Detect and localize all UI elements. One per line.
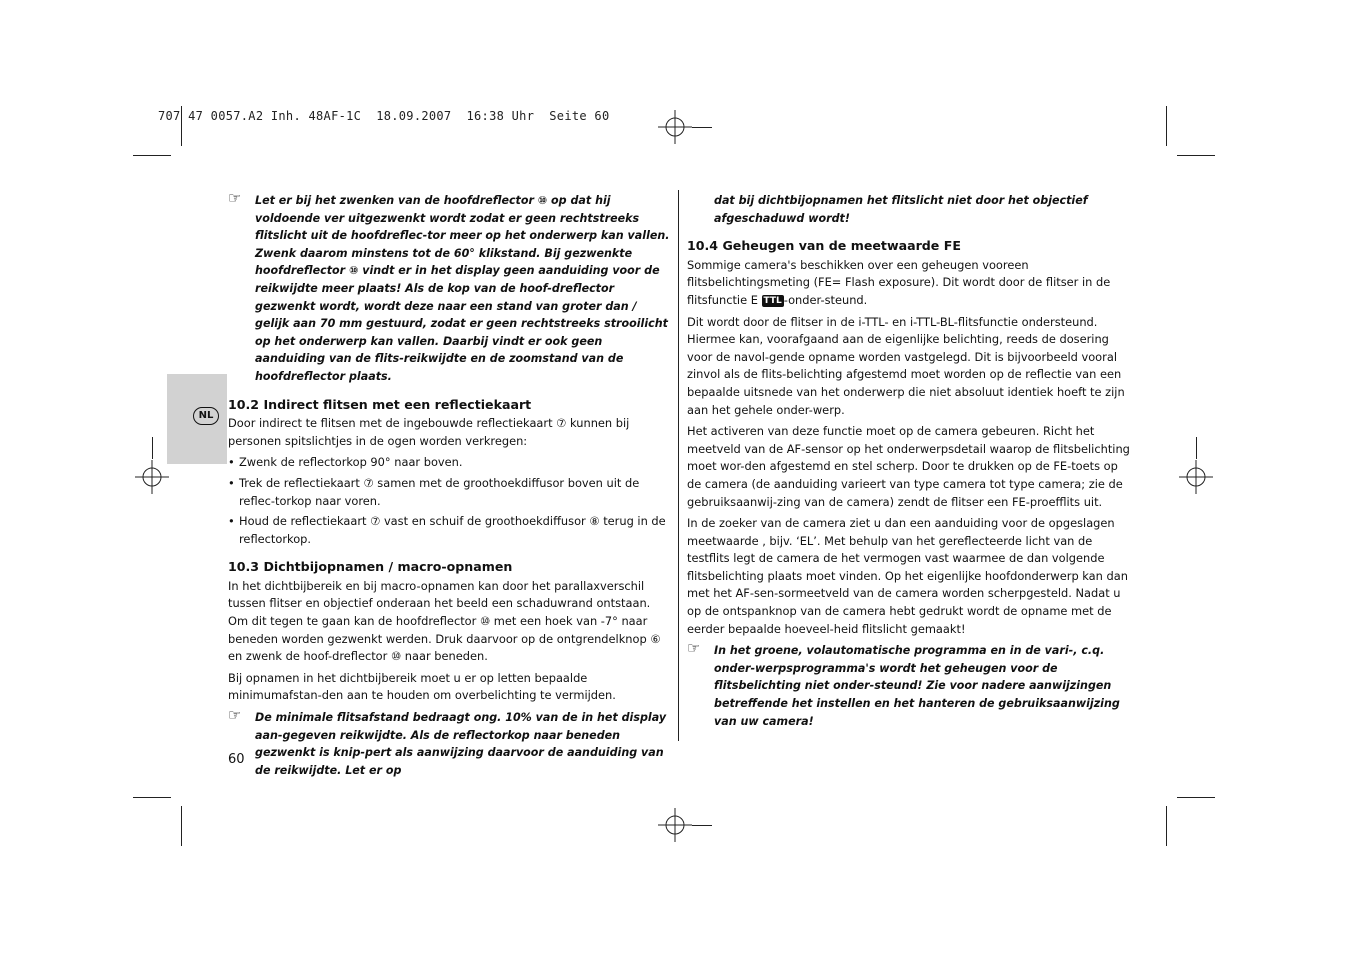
note-block-continued — [687, 192, 1132, 227]
crop-mark-br-vertical — [1166, 806, 1167, 846]
crop-mark-br-horizontal — [1177, 797, 1215, 798]
paragraph-text: -onder-steund. — [783, 292, 868, 307]
pointing-hand-icon: ☞ — [687, 639, 701, 658]
paragraph: Het activeren van deze functie moet op de camera gebeuren. Richt het meetveld van de AF-sensor op het onderwerpsdetail waarop de flitsbelichting moet wor-den afgestemd en stel scherp. Door te drukken op de FE-toets op de camera (de aanduiding varieert van type camera tot type camera; zie de gebruiksaanwij-zing van de camera) zendt de flitser een FE-proefflits uit. — [687, 424, 1130, 509]
bullet-icon: • — [228, 475, 235, 490]
bullet-text: Zwenk de reflectorkop 90° naar boven. — [239, 455, 463, 470]
note-block — [687, 639, 1132, 730]
pointing-hand-icon: ☞ — [228, 189, 242, 207]
crop-mark-tr-horizontal — [1177, 155, 1215, 156]
paragraph — [687, 257, 1132, 310]
registration-mark-line — [692, 127, 712, 128]
registration-mark-line — [692, 825, 712, 826]
registration-mark-line — [1196, 437, 1197, 459]
bullet-item — [228, 513, 670, 548]
bullet-item — [228, 454, 670, 472]
crop-mark-bl-horizontal — [133, 797, 171, 798]
note-text: dat bij dichtbijopnamen het flitslicht niet door het objectief afgeschaduwd wordt! — [714, 194, 1088, 225]
registration-mark-icon — [135, 460, 169, 494]
pointing-hand-icon: ☞ — [228, 706, 242, 725]
registration-mark-icon — [658, 110, 692, 144]
paragraph-text: Sommige camera's beschikken over een geheugen vooreen flitsbelichtingsmeting (FE= Flash exposure). Dit wordt door de flitser in de flitsfunctie E — [687, 257, 1111, 307]
paragraph: In het dichtbijbereik en bij macro-opnamen kan door het parallaxverschil tussen flitser en objectief onderaan het beeld een schaduwrand ontstaan. Om dit tegen te gaan kan de hoofdreflector ⑩ met een hoek van -7° naar beneden worden gezwenkt werden. Druk daarvoor op de ontgrendelknop ⑥ en zwenk de hoof-dreflector ⑩ naar beneden. — [228, 578, 661, 664]
paragraph: Dit wordt door de flitser in de i-TTL- en i-TTL-BL-flitsfunctie ondersteund. Hiermee kan, voorafgaand aan de eigenlijke belichting, reeds de dosering voor de navol-gende opname worden vastgelegd. Dit is bijvoorbeeld vooral zinvol als de flits-belichting afgestemd moet worden op de reflectie van een bepaalde uitsnede van het onderwerp die niet absoluut identiek hoeft te zijn aan het gehele onder-werp. — [687, 314, 1125, 417]
right-column — [687, 192, 1132, 730]
crop-mark-tl-horizontal — [133, 155, 171, 156]
ttl-icon: TTL — [763, 295, 782, 306]
bullet-text: Trek de reflectiekaart ⑦ samen met de groothoekdiffusor boven uit de reflec-torkop naar voren. — [239, 475, 640, 508]
section-heading: 10.4 Geheugen van de meetwaarde FE — [687, 238, 961, 254]
note-text: Let er bij het zwenken van de hoofdreflector ⑩ op dat hij voldoende ver uitgezwenkt wordt zodat er geen rechtstreeks flitslicht uit de hoofdreflec-tor meer op het onderwerp kan vallen. Zwenk daarom minstens tot de 60° klikstand. Bij gezwenkte hoofdreflector ⑩ vindt er in het display geen aanduiding voor de reikwijdte meer plaats! Als de kop van de hoof-dreflector gezwenkt wordt, wordt deze naar een stand van groter dan / gelijk aan 70 mm gestuurd, zodat er geen rechtstreeks strooilicht op het onderwerp kan vallen. Daarbij vindt er ook geen aanduiding van de flits-reikwijdte en de zoomstand van de hoofdreflector plaats. — [255, 194, 670, 383]
note-text: De minimale flitsafstand bedraagt ong. 10% van de in het display aan-gegeven reikwijdte. Als de reflectorkop naar beneden gezwenkt is knip-pert als aanwijzing daarvoor de aanduiding van de reikwijdte. Let er op — [255, 711, 667, 777]
section-heading: 10.2 Indirect flitsen met een reflectiekaart — [228, 396, 532, 412]
language-tab-label: NL — [193, 407, 219, 425]
print-slug: 707 47 0057.A2 Inh. 48AF-1C 18.09.2007 16:38 Uhr Seite 60 — [158, 109, 610, 123]
registration-mark-icon — [658, 808, 692, 842]
left-column — [228, 189, 670, 779]
bullet-icon: • — [228, 514, 235, 529]
crop-mark-tr-vertical — [1166, 106, 1167, 146]
note-block — [228, 189, 670, 386]
page-number: 60 — [228, 752, 245, 767]
registration-mark-line — [152, 437, 153, 459]
paragraph: Bij opnamen in het dichtbijbereik moet u er op letten bepaalde minimumafstan-den aan te houden om overbelichting te vermijden. — [228, 670, 616, 703]
column-divider — [678, 190, 679, 741]
crop-mark-bl-vertical — [181, 806, 182, 846]
registration-mark-icon — [1179, 460, 1213, 494]
paragraph: Door indirect te flitsen met de ingebouwde reflectiekaart ⑦ kunnen bij personen spitslichtjes in de ogen worden verkregen: — [228, 416, 630, 448]
note-block — [228, 706, 670, 779]
section-heading: 10.3 Dichtbijopnamen / macro-opnamen — [228, 559, 513, 575]
note-text: In het groene, volautomatische programma en in de vari-, c.q. onder-werpsprogramma's wordt het geheugen voor de flitsbelichting niet onder-steund! Zie voor nadere aanwijzingen betreffende het instellen en het hanteren de gebruiksaanwijzing van uw camera! — [714, 644, 1120, 728]
paragraph: In de zoeker van de camera ziet u dan een aanduiding voor de opgeslagen meetwaarde , bijv. ‘EL’. Met behulp van het gereflecteerde licht van de testflits legt de camera de het vermogen vast waarmee de dan volgende flitsbelichting plaats moet vinden. Op het eigenlijke hoofdonderwerp kan dan met het AF-sen-sormeetveld van de camera worden scherpgesteld. Nadat u op de ontspanknop van de camera hebt gedrukt wordt de opname met de eerder bepaalde hoeveel-heid flitslicht gemaakt! — [687, 516, 1128, 636]
bullet-text: Houd de reflectiekaart ⑦ vast en schuif de groothoekdiffusor ⑧ terug in de reflectorkop. — [239, 514, 666, 546]
bullet-item — [228, 475, 670, 510]
bullet-icon: • — [228, 455, 235, 470]
